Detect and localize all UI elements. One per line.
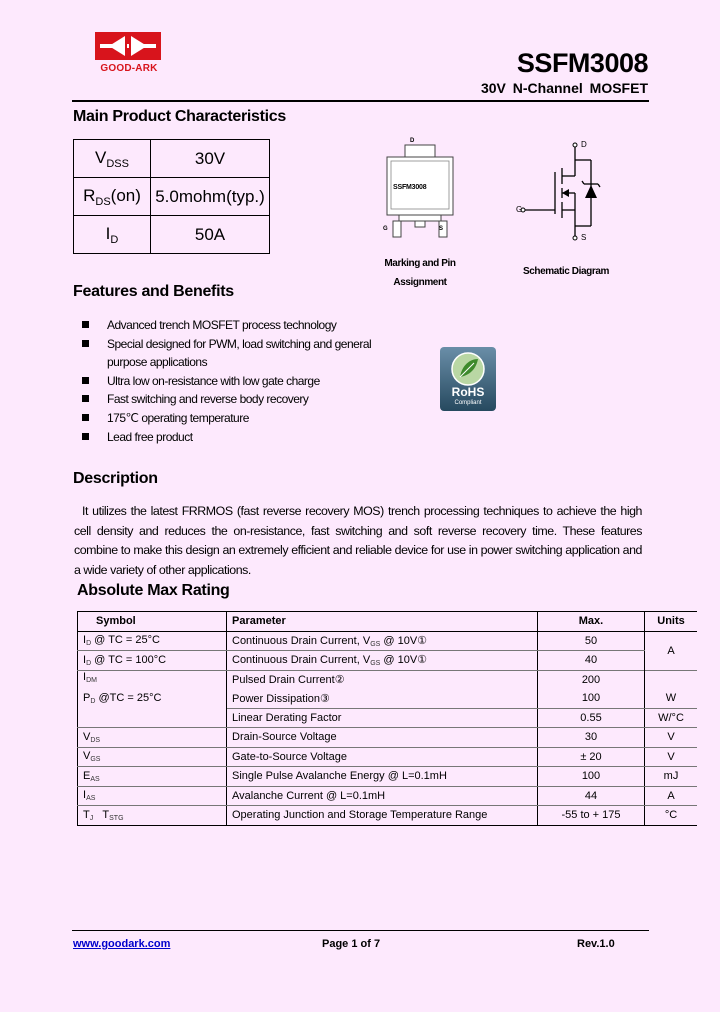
footer-link[interactable] — [73, 938, 170, 950]
rohs-sublabel: Compliant — [454, 400, 482, 406]
list-item: Advanced trench MOSFET process technology — [82, 316, 382, 335]
table-row: $V_{GS}$ Gate-to-Source Voltage ± 20 V — [78, 747, 698, 767]
footer-divider — [72, 930, 649, 931]
section-title-features: Features and Benefits — [73, 283, 234, 300]
company-logo — [95, 32, 161, 60]
page-number: Page 1 of 7 — [322, 938, 381, 950]
leaf-icon — [440, 347, 496, 387]
header-divider — [72, 100, 649, 102]
list-item: Fast switching and reverse body recovery — [82, 390, 382, 409]
list-item: Lead free product — [82, 428, 382, 447]
rohs-label: RoHS — [451, 385, 485, 399]
package-caption: Marking and Pin Assignment — [384, 258, 456, 288]
table-row: $I_D$ @ TC = 25°C Continuous Drain Current, $V_{GS}$ @ 10V① 50 A — [78, 631, 698, 651]
table-row: Linear Derating Factor 0.55 W/°C — [78, 708, 698, 728]
package-pin-g: G — [383, 226, 388, 232]
package-pin-d: D — [410, 138, 415, 144]
table-row: $P_D$ @TC = 25°C Power Dissipation③ 100 W — [78, 689, 698, 708]
table-row: $T_J$ $T_{STG}$ Operating Junction and Storage Temperature Range -55 to + 175 °C — [78, 806, 698, 826]
schematic-pin-d: D — [581, 140, 587, 149]
table-row: $I_D$ 50A — [74, 216, 270, 254]
schematic-pin-g: G — [516, 205, 523, 214]
schematic-caption: Schematic Diagram — [522, 266, 610, 277]
description-text: It utilizes the latest FRRMOS (fast reverse recovery MOS) trench processing techniques to achieve the high cell density and reduces the on-resistance, fast switching and soft reverse recovery time. These features combine to make this design an extremely efficient and reliable device for use in power switching application and a wide variety of other applications. — [74, 504, 642, 577]
abs-max-table — [77, 611, 697, 826]
table-row: $V_{DSS}$ 30V — [74, 140, 270, 178]
table-row: $V_{DS}$ Drain-Source Voltage 30 V — [78, 728, 698, 748]
rohs-badge — [440, 347, 496, 411]
brand-name: GOOD-ARK — [100, 63, 158, 74]
part-number: SSFM3008 — [516, 48, 648, 78]
list-item: 175℃ operating temperature — [82, 409, 382, 428]
section-title-description: Description — [73, 470, 158, 487]
table-row: $I_D$ @ TC = 100°C Continuous Drain Current, $V_{GS}$ @ 10V① 40 — [78, 651, 698, 671]
table-row: $I_{AS}$ Avalanche Current @ L=0.1mH 44 A — [78, 786, 698, 806]
features-list — [82, 316, 382, 446]
table-row: $I_{DM}$ Pulsed Drain Current② 200 — [78, 670, 698, 689]
table-row: $R_{DS}(on)$ 5.0mohm(typ.) — [74, 178, 270, 216]
schematic-pin-s: S — [581, 233, 587, 242]
package-pin-s: S — [439, 226, 444, 232]
section-title-characteristics: Main Product Characteristics — [73, 108, 286, 125]
list-item: Ultra low on-resistance with low gate charge — [82, 372, 382, 391]
table-header-row: Symbol Parameter Max. Units — [78, 612, 698, 632]
mosfet-schematic-icon — [515, 138, 615, 248]
package-marking: SSFM3008 — [393, 184, 427, 191]
part-subtitle: 30V N-Channel MOSFET — [480, 80, 648, 96]
package-diagram — [375, 135, 475, 255]
list-item: Special designed for PWM, load switching and general purpose applications — [82, 335, 382, 372]
revision: Rev.1.0 — [577, 938, 615, 950]
website-link[interactable]: www.goodark.com — [73, 938, 171, 950]
characteristics-table — [73, 139, 270, 254]
section-title-abs-max: Absolute Max Rating — [77, 582, 230, 599]
logo-arrows-icon — [95, 32, 161, 60]
table-row: $E_{AS}$ Single Pulse Avalanche Energy @ L=0.1mH 100 mJ — [78, 767, 698, 787]
